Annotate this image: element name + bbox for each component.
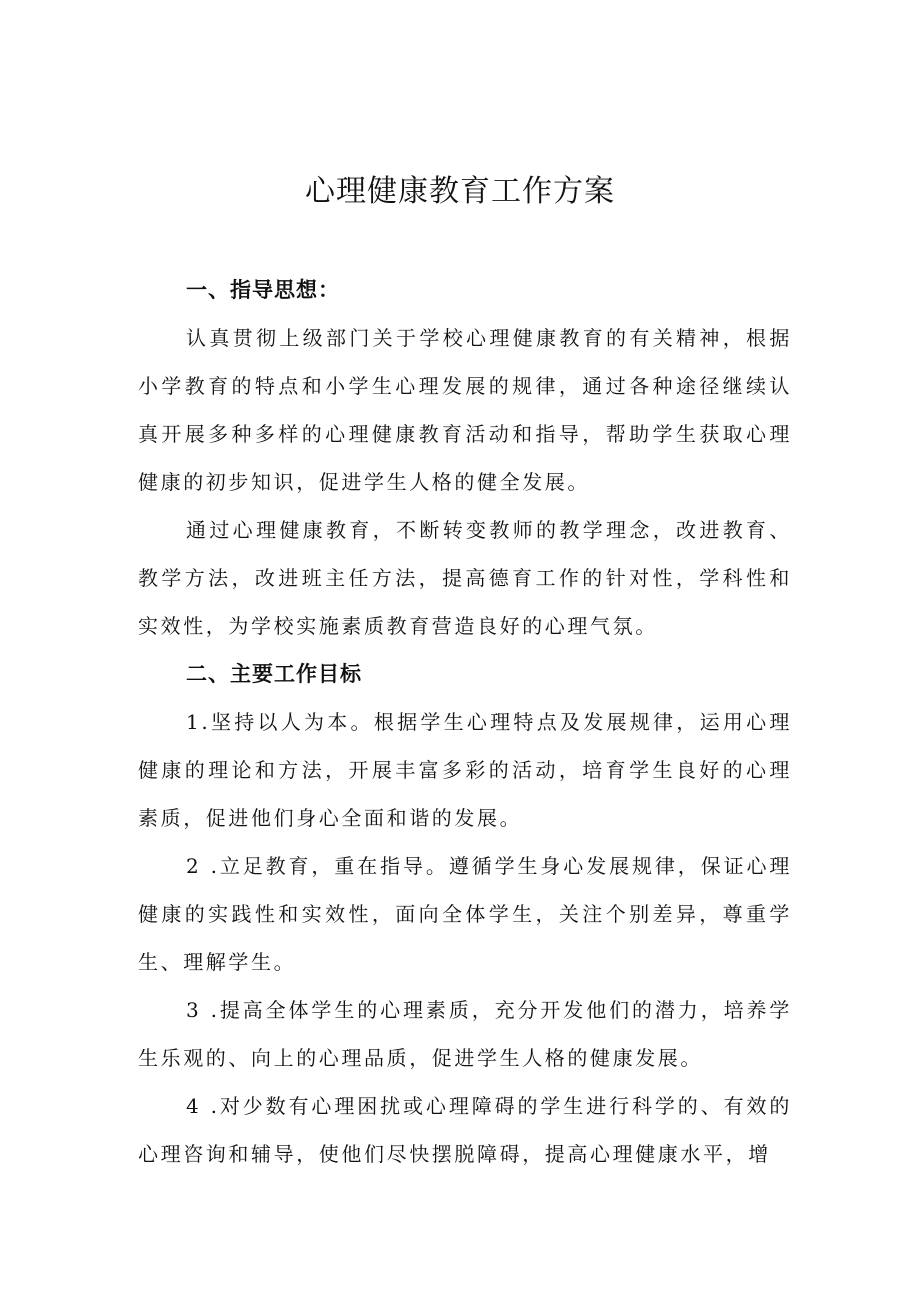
paragraph: 2 .立足教育，重在指导。遵循学生身心发展规律，保证心理健康的实践性和实效性，面向全体学生，关注个别差异，尊重学生、理解学生。 [138,854,792,974]
paragraph: 认真贯彻上级部门关于学校心理健康教育的有关精神，根据小学教育的特点和小学生心理发展的规律，通过各种途径继续认真开展多种多样的心理健康教育活动和指导，帮助学生获取心理健康的初步知识，促进学生人格的健全发展。 [138,326,792,494]
paragraph: 通过心理健康教育，不断转变教师的教学理念，改进教育、教学方法，改进班主任方法，提高德育工作的针对性，学科性和实效性，为学校实施素质教育营造良好的心理气氛。 [138,518,792,638]
section-guiding-thought [138,266,792,650]
document-title: 心理健康教育工作方案 [305,174,615,209]
section-heading: 二、主要工作目标 [186,662,362,686]
paragraph: 1.坚持以人为本。根据学生心理特点及发展规律，运用心理健康的理论和方法，开展丰富多彩的活动，培育学生良好的心理素质，促进他们身心全面和谐的发展。 [138,710,792,830]
section-heading: 一、指导思想： [186,278,340,302]
paragraph: 3 .提高全体学生的心理素质，充分开发他们的潜力，培养学生乐观的、向上的心理品质，促进学生人格的健康发展。 [138,998,792,1070]
document-body [138,266,792,1178]
paragraph: 4 .对少数有心理困扰或心理障碍的学生进行科学的、有效的心理咨询和辅导，使他们尽快摆脱障碍，提高心理健康水平，增 [138,1094,792,1166]
section-work-goals [138,650,792,1178]
